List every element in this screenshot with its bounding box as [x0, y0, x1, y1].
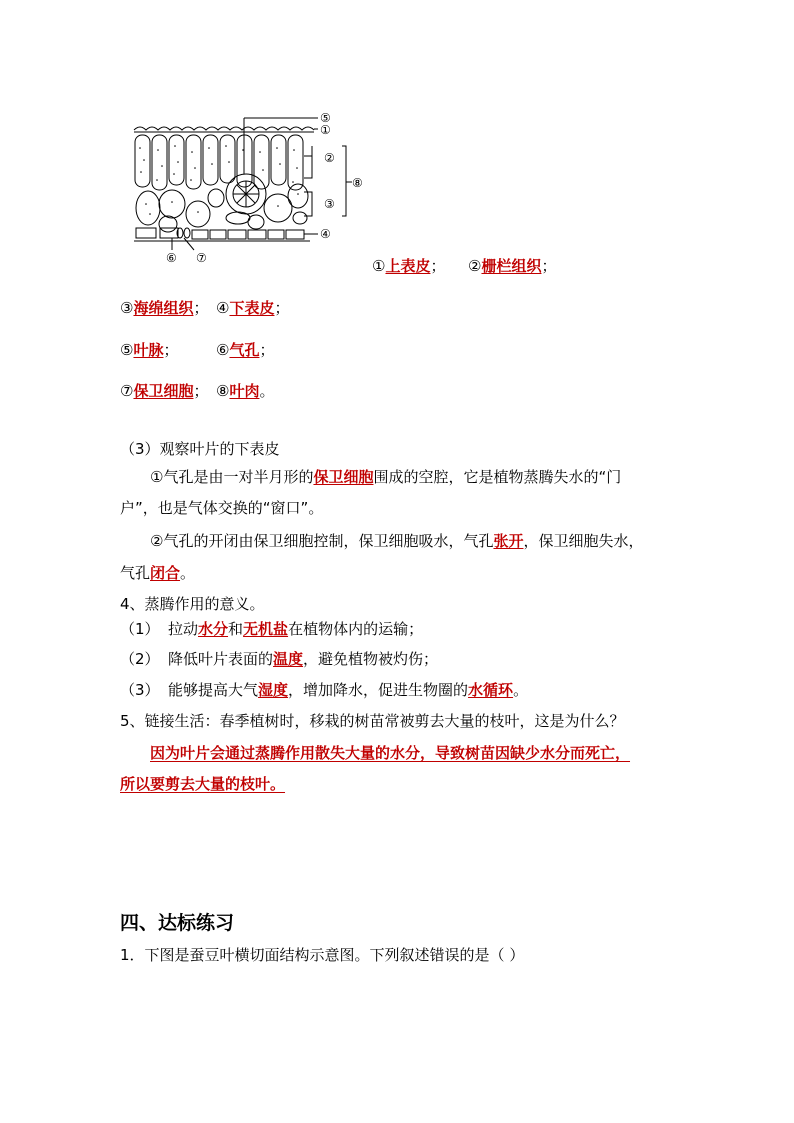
- marker-2: ②: [324, 151, 335, 165]
- part-7: ⑦保卫细胞；: [120, 382, 209, 400]
- part-5: ⑤叶脉；: [120, 341, 179, 359]
- marker-6: ⑥: [166, 251, 177, 265]
- significance-item-2: （2） 降低叶片表面的温度，避免植物被灼伤；: [120, 650, 439, 668]
- significance-heading: 4、蒸腾作用的意义。: [120, 595, 265, 613]
- link-question: 5、链接生活：春季植树时，移栽的树苗常被剪去大量的枝叶，这是为什么？: [120, 712, 625, 730]
- observe-p1-line2: 户”，也是气体交换的“窗口”。: [120, 499, 324, 517]
- part-8: ⑧叶肉。: [216, 382, 275, 400]
- observe-p1-line1: ①气孔是由一对半月形的保卫细胞围成的空腔，它是植物蒸腾失水的“门: [150, 468, 622, 486]
- marker-5: ⑤: [320, 111, 331, 125]
- part-2: ②栅栏组织；: [468, 257, 557, 275]
- part-4: ④下表皮；: [216, 299, 290, 317]
- observe-p2-line2: 气孔闭合。: [120, 564, 196, 582]
- observe-heading: （3）观察叶片的下表皮: [120, 440, 280, 458]
- leaf-cross-section-diagram: [120, 100, 363, 270]
- part-3: ③海绵组织；: [120, 299, 209, 317]
- significance-item-3: （3） 能够提高大气湿度，增加降水，促进生物圈的水循环。: [120, 681, 529, 699]
- marker-8: ⑧: [352, 176, 363, 190]
- observe-p2-line1: ②气孔的开闭由保卫细胞控制，保卫细胞吸水，气孔张开，保卫细胞失水，: [150, 532, 644, 550]
- question-1: 1．下图是蚕豆叶横切面结构示意图。下列叙述错误的是（ ）: [120, 946, 525, 964]
- marker-4: ④: [320, 227, 331, 241]
- marker-1: ①: [320, 123, 331, 137]
- marker-7: ⑦: [196, 251, 207, 265]
- section-title: 四、达标练习: [120, 912, 235, 934]
- significance-item-1: （1） 拉动水分和无机盐在植物体内的运输；: [120, 620, 424, 638]
- marker-3: ③: [324, 197, 335, 211]
- part-6: ⑥气孔；: [216, 341, 275, 359]
- part-1: ①上表皮；: [372, 257, 446, 275]
- link-answer-line2: 所以要剪去大量的枝叶。: [120, 775, 286, 793]
- link-answer-line1: 因为叶片会通过蒸腾作用散失大量的水分，导致树苗因缺少水分而死亡，: [150, 744, 631, 762]
